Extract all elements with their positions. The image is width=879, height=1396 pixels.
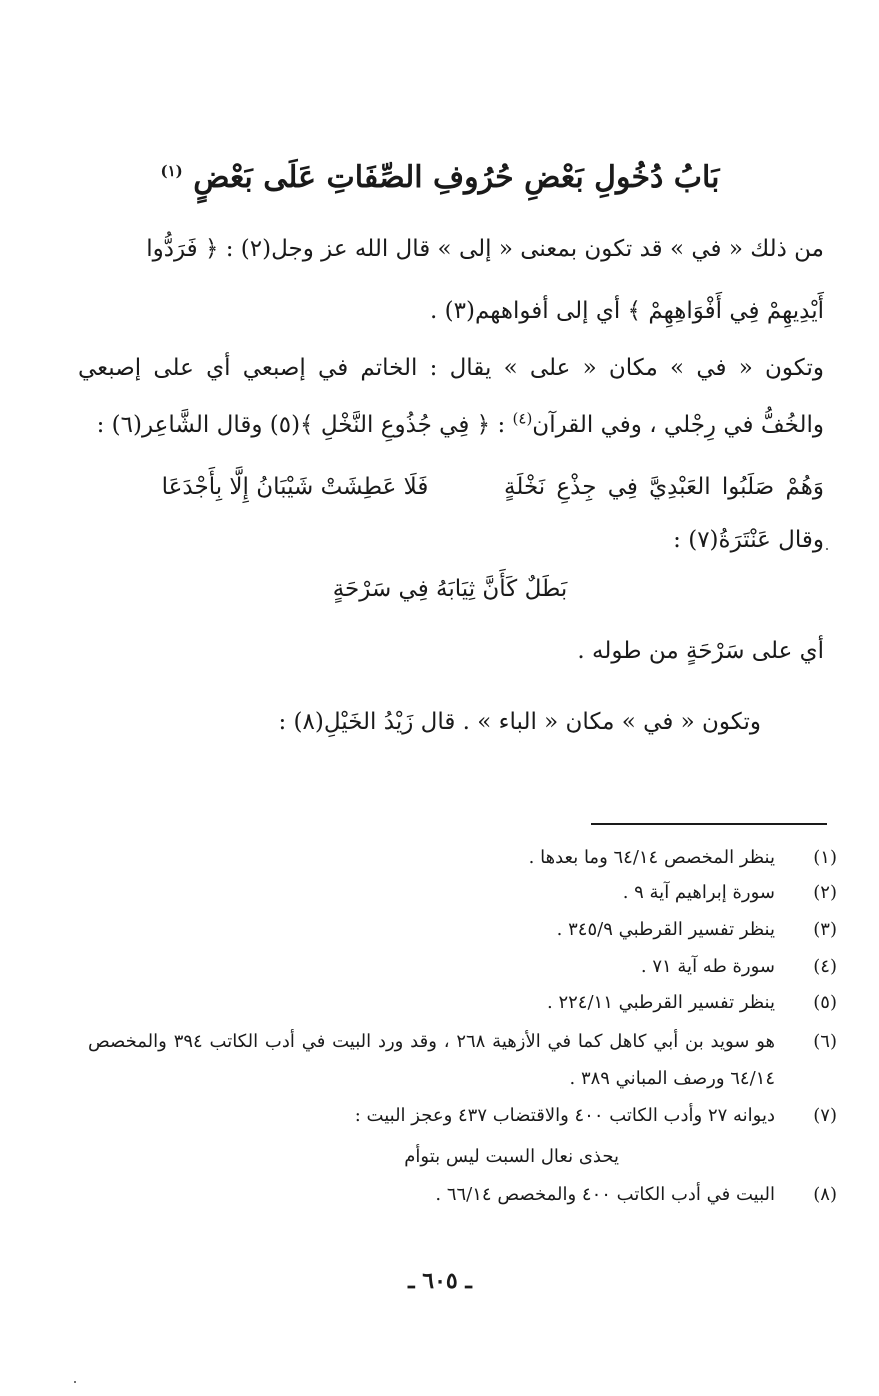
- chapter-title-footnote-ref: (١): [160, 162, 183, 180]
- footnote-number: (٨): [813, 1184, 837, 1205]
- footnote-separator: [591, 823, 827, 825]
- footnote-text: ينظر تفسير القرطبي ٢٢٤/١١ .: [547, 992, 775, 1013]
- chapter-title-text: بَابُ دُخُولِ بَعْضِ حُرُوفِ الصِّفَاتِ عَلَى بَعْضٍ: [193, 160, 720, 195]
- footnote-number: (٤): [813, 956, 837, 977]
- verse-centered: بَطَلٌ كَأَنَّ ثِيَابَهُ فِي سَرْحَةٍ: [332, 576, 568, 602]
- chapter-title: [120, 158, 760, 197]
- body-line: من ذلك « في » قد تكون بمعنى « إلى » قال الله عز وجل(٢) : ﴿ فَرَدُّوا: [146, 236, 824, 262]
- footnote-verse: يحذى نعال السبت ليس بتوأم: [404, 1146, 619, 1167]
- footnote-text: البيت في أدب الكاتب ٤٠٠ والمخصص ٦٦/١٤ .: [435, 1184, 775, 1205]
- scan-speck: [826, 548, 828, 550]
- footnote-text: هو سويد بن أبي كاهل كما في الأزهية ٢٦٨ ، وقد ورد البيت في أدب الكاتب ٣٩٤ والمخصص: [88, 1031, 775, 1052]
- footnote-text: ينظر المخصص ٦٤/١٤ وما بعدها .: [528, 847, 775, 868]
- footnote-text: ينظر تفسير القرطبي ٣٤٥/٩ .: [556, 919, 775, 940]
- footnote-number: (٦): [813, 1031, 837, 1052]
- footnote-text: سورة إبراهيم آية ٩ .: [622, 882, 775, 903]
- body-line: أي على سَرْحَةٍ من طوله .: [577, 638, 824, 664]
- body-line: [96, 409, 824, 440]
- footnote-continuation: ٦٤/١٤ ورصف المباني ٣٨٩ .: [569, 1068, 775, 1089]
- footnote-number: (٢): [813, 882, 837, 903]
- footnote-ref: (٤): [512, 409, 533, 428]
- body-line: أَيْدِيهِمْ فِي أَفْوَاهِهِمْ ﴾ أي إلى أفواههم(٣) .: [430, 298, 824, 324]
- footnote-text: سورة طه آية ٧١ .: [640, 956, 775, 977]
- body-text-segment: : ﴿ فِي جُذُوعِ النَّخْلِ ﴾(٥) وقال الشَّاعِر(٦) :: [96, 412, 506, 438]
- body-line: وقال عَنْتَرَةُ(٧) :: [673, 527, 824, 553]
- body-line: وتكون « في » مكان « الباء » . قال زَيْدُ الخَيْلِ(٨) :: [278, 709, 761, 735]
- verse-first-hemistich: وَهُمْ صَلَبُوا العَبْدِيَّ فِي جِذْعِ نَخْلَةٍ: [504, 474, 824, 500]
- footnote-text: ديوانه ٢٧ وأدب الكاتب ٤٠٠ والاقتضاب ٤٣٧ وعجز البيت :: [354, 1105, 775, 1126]
- footnote-number: (٥): [813, 992, 837, 1013]
- verse-second-hemistich: فَلَا عَطِشَتْ شَيْبَانُ إِلَّا بِأَجْدَعَا: [161, 474, 429, 500]
- page-number: ـ ٦٠٥ ـ: [408, 1268, 472, 1294]
- scan-speck: [74, 1381, 76, 1383]
- footnote-number: (٧): [813, 1105, 837, 1126]
- footnote-number: (٣): [813, 919, 837, 940]
- body-text-segment: والخُفُّ في رِجْلي ، وفي القرآن: [532, 412, 824, 438]
- footnote-number: (١): [813, 847, 837, 868]
- body-line: وتكون « في » مكان « على » يقال : الخاتم في إصبعي أي على إصبعي: [78, 355, 824, 381]
